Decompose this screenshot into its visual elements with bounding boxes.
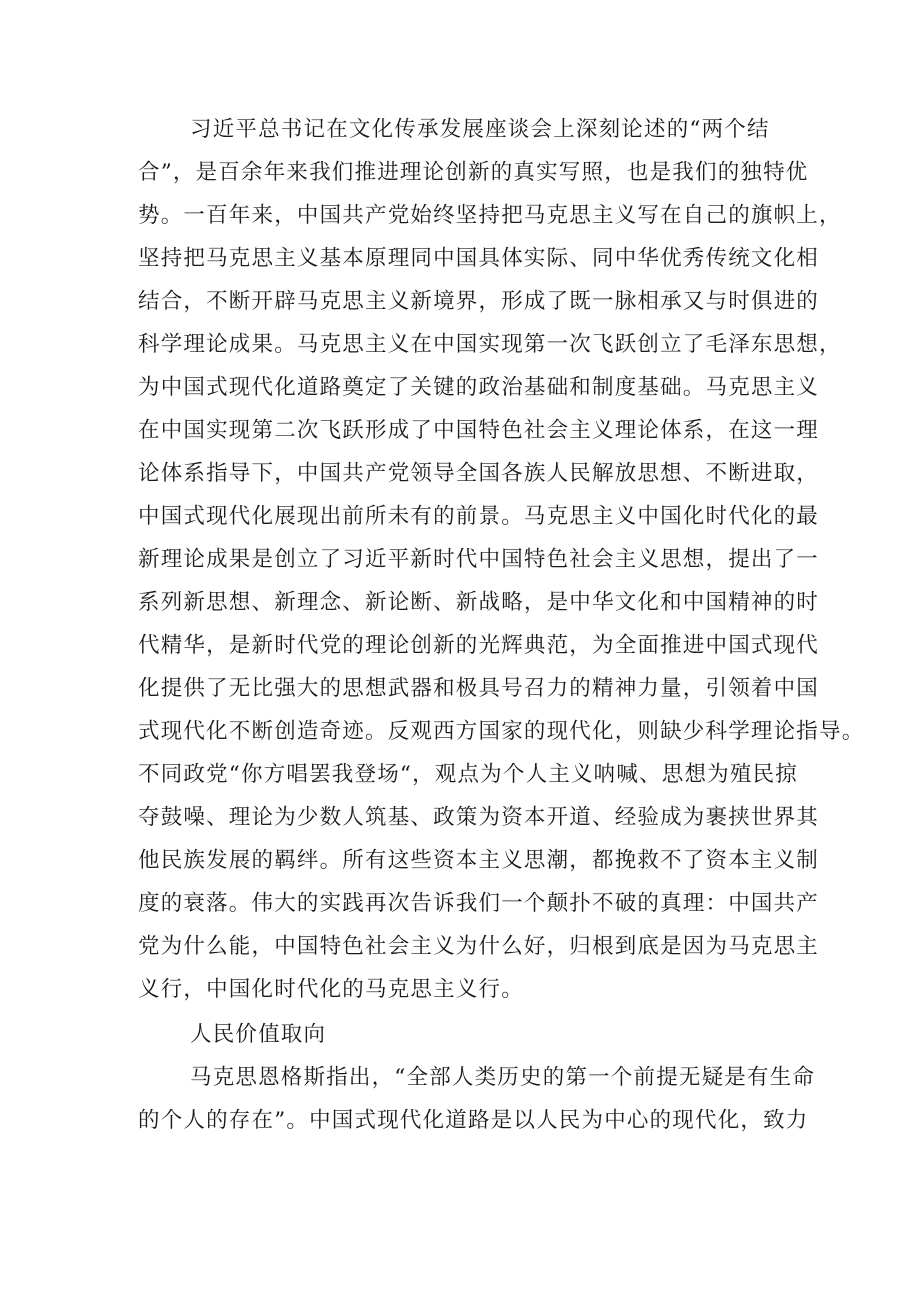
paragraph-1-line: 结合，不断开辟马克思主义新境界，形成了既一脉相承又与时俱进的 <box>138 289 820 314</box>
section-heading: 人民价值取向 <box>190 1022 327 1047</box>
paragraph-1-line: 科学理论成果。马克思主义在中国实现第一次飞跃创立了毛泽东思想， <box>138 332 842 357</box>
paragraph-1-line: 代精华，是新时代党的理论创新的光辉典范，为全面推进中国式现代 <box>138 633 820 658</box>
paragraph-1-line: 势。一百年来，中国共产党始终坚持把马克思主义写在自己的旗帜上， <box>138 203 842 228</box>
paragraph-2-line: 马克思恩格斯指出，“全部人类历史的第一个前提无疑是有生命 <box>190 1065 816 1090</box>
paragraph-1-line: 合”，是百余年来我们推进理论创新的真实写照，也是我们的独特优 <box>138 160 809 185</box>
paragraph-1-line: 夺鼓噪、理论为少数人筑基、政策为资本开道、经验成为裹挟世界其 <box>138 805 820 830</box>
paragraph-1-line: 式现代化不断创造奇迹。反观西方国家的现代化，则缺少科学理论指导。 <box>138 719 865 744</box>
paragraph-1-line: 论体系指导下，中国共产党领导全国各族人民解放思想、不断进取， <box>138 461 820 486</box>
paragraph-1-line: 新理论成果是创立了习近平新时代中国特色社会主义思想，提出了一 <box>138 547 820 572</box>
paragraph-1-line: 在中国实现第二次飞跃形成了中国特色社会主义理论体系，在这一理 <box>138 418 820 443</box>
paragraph-1-line: 坚持把马克思主义基本原理同中国具体实际、同中华优秀传统文化相 <box>138 246 820 271</box>
paragraph-1-line: 度的衰落。伟大的实践再次告诉我们一个颠扑不破的真理：中国共产 <box>138 891 820 916</box>
paragraph-2-line: 的个人的存在”。中国式现代化道路是以人民为中心的现代化，致力 <box>138 1108 809 1133</box>
paragraph-1-line: 他民族发展的羁绊。所有这些资本主义思潮，都挽救不了资本主义制 <box>138 848 820 873</box>
paragraph-1-line: 习近平总书记在文化传承发展座谈会上深刻论述的“两个结 <box>190 117 770 142</box>
paragraph-1-line: 中国式现代化展现出前所未有的前景。马克思主义中国化时代化的最 <box>138 504 820 529</box>
paragraph-1-line: 不同政党“你方唱罢我登场“，观点为个人主义呐喊、思想为殖民掠 <box>138 762 798 787</box>
paragraph-1-line: 化提供了无比强大的思想武器和极具号召力的精神力量，引领着中国 <box>138 676 820 701</box>
paragraph-1-line: 党为什么能，中国特色社会主义为什么好，归根到底是因为马克思主 <box>138 934 820 959</box>
paragraph-1-line: 为中国式现代化道路奠定了关键的政治基础和制度基础。马克思主义 <box>138 375 820 400</box>
paragraph-1-line: 义行，中国化时代化的马克思主义行。 <box>138 977 524 1002</box>
paragraph-1-line: 系列新思想、新理念、新论断、新战略，是中华文化和中国精神的时 <box>138 590 820 615</box>
